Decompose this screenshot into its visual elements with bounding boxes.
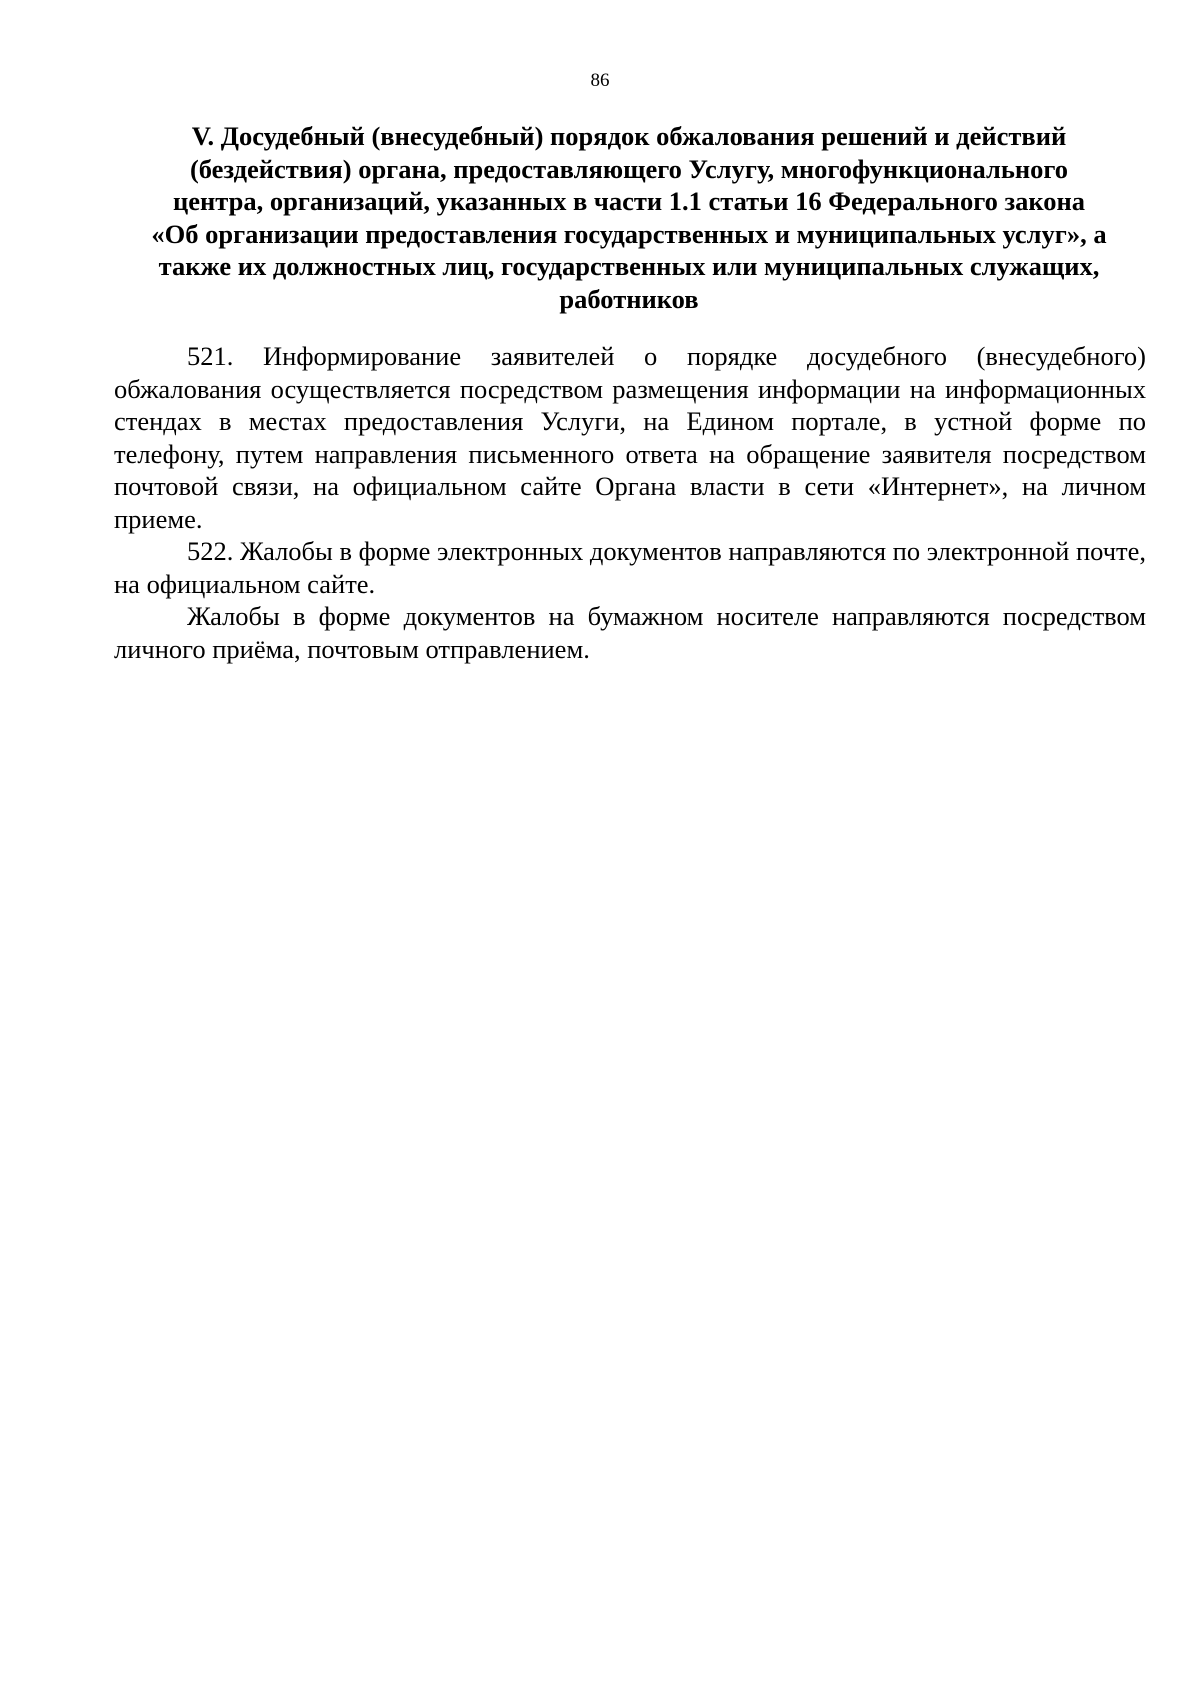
- paragraph-522: 522. Жалобы в форме электронных документов направляются по электронной почте, на официальном сайте.: [114, 536, 1146, 599]
- page-number: 86: [590, 70, 610, 91]
- section-title-line: (бездействия) органа, предоставляющего Услугу, многофункционального: [189, 153, 1069, 184]
- section-title-line: центра, организаций, указанных в части 1.1 статьи 16 Федерального закона: [172, 186, 1086, 216]
- section-title-line: работников: [559, 283, 699, 314]
- section-title-line: также их должностных лиц, государственных или муниципальных служащих,: [158, 251, 1100, 281]
- paragraph-521: 521. Информирование заявителей о порядке досудебного (внесудебного) обжалования осуществляется посредством размещения информации на информационных стендах в местах предоставления Услуги, на Едином портале, в устной форме по телефону, путем направления письменного ответа на обращение заявителя посредством почтовой связи, на официальном сайте Органа власти в сети «Интернет», на личном приеме.: [114, 341, 1146, 534]
- section-title-line: «Об организации предоставления государственных и муниципальных услуг», а: [151, 218, 1107, 249]
- paragraph-paper-complaints: Жалобы в форме документов на бумажном носителе направляются посредством личного приёма, почтовым отправлением.: [114, 601, 1146, 664]
- section-title: [112, 120, 1146, 315]
- section-title-line: V. Досудебный (внесудебный) порядок обжалования решений и действий: [191, 121, 1067, 151]
- body-text: [114, 340, 1146, 665]
